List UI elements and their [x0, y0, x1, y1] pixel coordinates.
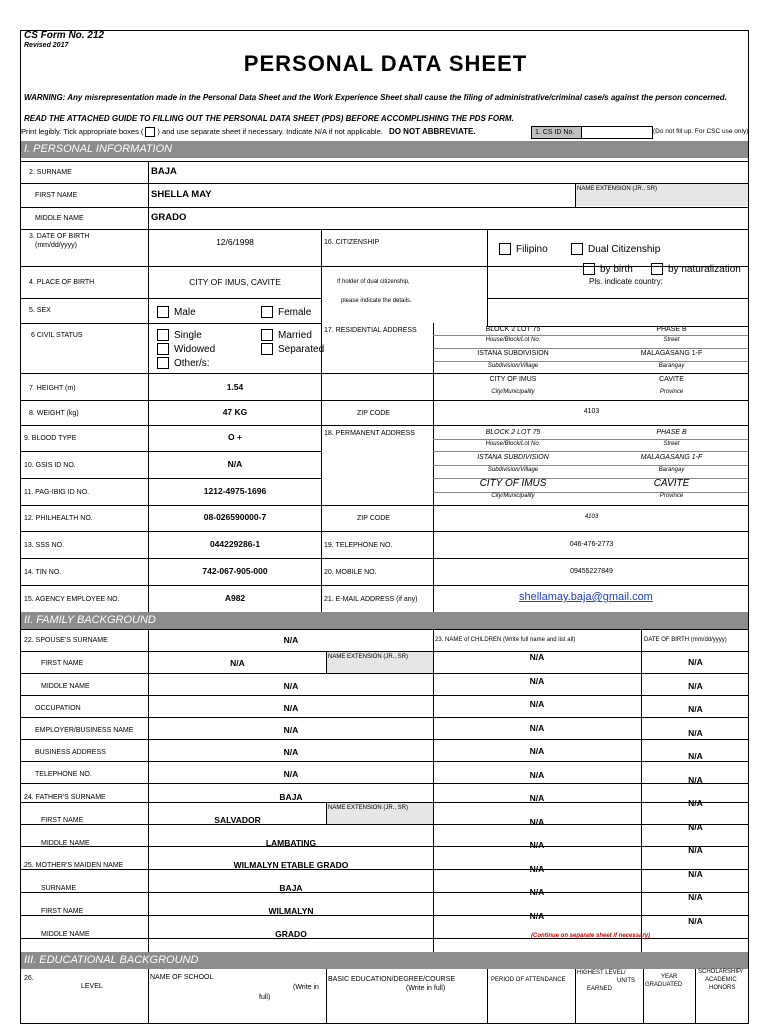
perm-subdivision[interactable]: ISTANA SUBDIVISION: [477, 454, 549, 461]
spouse-first-name-value[interactable]: N/A: [230, 658, 245, 668]
spouse-telephone-value[interactable]: N/A: [283, 769, 299, 779]
checkbox-icon: [651, 263, 663, 275]
height-value[interactable]: 1.54: [226, 382, 244, 392]
res-zip-label: ZIP CODE: [357, 410, 390, 417]
single-label: Single: [174, 329, 202, 341]
instructions-line: [21, 127, 476, 137]
occupation-label: OCCUPATION: [35, 705, 81, 712]
indicate-country-label: Pls. indicate country:: [589, 277, 663, 286]
units-header: UNITS: [617, 978, 635, 984]
mobile-label: 20. MOBILE NO.: [324, 569, 377, 576]
child-dob[interactable]: N/A: [688, 774, 703, 785]
occupation-value[interactable]: N/A: [283, 703, 299, 713]
earned-header: EARNED: [587, 986, 613, 992]
weight-value[interactable]: 47 KG: [222, 407, 248, 417]
continue-note: (Continue on separate sheet if necessary): [531, 933, 651, 939]
by-birth-label: by birth: [600, 263, 633, 275]
dob-value[interactable]: 12/6/1998: [216, 237, 254, 247]
perm-province[interactable]: CAVITE: [653, 478, 690, 489]
spouse-surname-value[interactable]: N/A: [283, 635, 299, 645]
widowed-checkbox[interactable]: [157, 343, 215, 355]
child-dob[interactable]: N/A: [688, 845, 703, 855]
mother-maiden-value[interactable]: WILMALYN ETABLE GRADO: [233, 860, 349, 870]
res-city-caption: City/Municipality: [491, 389, 535, 395]
checkbox-icon: [571, 243, 583, 255]
mother-surname-label: SURNAME: [41, 885, 77, 892]
filipino-checkbox[interactable]: [499, 243, 548, 255]
tin-value[interactable]: 742-067-905-000: [202, 566, 268, 576]
child-name[interactable]: N/A: [529, 675, 545, 686]
perm-zip-value[interactable]: 4103: [584, 514, 599, 520]
checkbox-icon: [157, 343, 169, 355]
child-name[interactable]: N/A: [529, 816, 545, 827]
pagibig-label: 11. PAG-IBIG ID NO.: [24, 489, 90, 496]
married-label: Married: [278, 329, 312, 341]
philhealth-label: 12. PHILHEALTH NO.: [24, 515, 93, 522]
child-dob[interactable]: N/A: [688, 704, 703, 714]
res-barangay[interactable]: MALAGASANG 1-F: [640, 350, 703, 357]
child-name[interactable]: N/A: [529, 652, 545, 662]
telephone-value[interactable]: 046-476-2773: [569, 541, 614, 548]
female-checkbox[interactable]: [261, 306, 311, 318]
res-subdivision[interactable]: ISTANA SUBDIVISION: [477, 350, 549, 357]
father-middle-name-value[interactable]: LAMBATING: [265, 838, 317, 848]
male-checkbox[interactable]: [157, 306, 196, 318]
year-header: YEAR: [661, 974, 678, 980]
res-province-caption: Province: [659, 389, 684, 395]
res-street-caption: Street: [663, 337, 680, 343]
dob-label: 3. DATE OF BIRTH: [29, 233, 90, 240]
perm-street-caption: Street: [663, 441, 680, 447]
mother-first-name-value[interactable]: WILMALYN: [268, 906, 314, 916]
spouse-middle-name-label: MIDDLE NAME: [41, 683, 90, 690]
pagibig-value[interactable]: 1212-4975-1696: [203, 486, 267, 496]
residential-address-label: 17. RESIDENTIAL ADDRESS: [324, 327, 417, 334]
res-house[interactable]: BLOCK 2 LOT 75: [485, 326, 541, 333]
married-checkbox[interactable]: [261, 329, 312, 341]
first-name-value[interactable]: SHELLA MAY: [151, 189, 212, 200]
father-first-name-value[interactable]: SALVADOR: [214, 815, 261, 825]
form-no-text: CS Form No. 212: [24, 30, 105, 41]
email-value[interactable]: shellamay.baja@gmail.com: [519, 591, 653, 603]
place-of-birth-value[interactable]: CITY OF IMUS, CAVITE: [189, 277, 281, 287]
checkbox-icon: [261, 329, 273, 341]
period-header: PERIOD OF ATTENDANCE: [491, 977, 566, 983]
by-birth-checkbox[interactable]: [583, 263, 633, 275]
child-dob[interactable]: N/A: [688, 821, 703, 832]
education-number: 26.: [24, 975, 34, 982]
tin-label: 14. TIN NO.: [24, 569, 62, 576]
form-number: [24, 31, 104, 51]
checkbox-icon: [157, 357, 169, 369]
others-checkbox[interactable]: [157, 357, 210, 369]
blood-type-label: 9. BLOOD TYPE: [24, 435, 77, 442]
course-header-write: (Write in full): [406, 985, 446, 992]
dual-note-b: please indicate the details.: [341, 298, 412, 304]
school-header: NAME OF SCHOOL: [150, 974, 214, 981]
child-name[interactable]: N/A: [529, 910, 545, 921]
section-family-background: II. FAMILY BACKGROUND: [21, 612, 749, 629]
blood-type-value[interactable]: O +: [228, 432, 242, 442]
spouse-middle-name-value[interactable]: N/A: [283, 681, 299, 691]
agency-value[interactable]: A982: [224, 593, 246, 603]
revised-text: Revised 2017: [24, 42, 69, 49]
perm-city-caption: City/Municipality: [491, 493, 535, 499]
warning-text: WARNING: Any misrepresentation made in the Personal Data Sheet and the Work Experience Sheet shall cause the filing of administrative/criminal case/s against the person concerned.: [24, 93, 727, 102]
no-abbreviate: DO NOT ABBREVIATE.: [388, 127, 476, 136]
mobile-value[interactable]: 09455227849: [570, 568, 613, 575]
single-checkbox[interactable]: [157, 329, 202, 341]
father-surname-value[interactable]: BAJA: [279, 792, 303, 802]
res-barangay-caption: Barangay: [658, 363, 685, 369]
academic-header: ACADEMIC: [705, 977, 737, 983]
business-address-value[interactable]: N/A: [283, 747, 299, 757]
employer-label: EMPLOYER/BUSINESS NAME: [35, 727, 134, 734]
child-dob[interactable]: N/A: [688, 751, 703, 761]
perm-province-caption: Province: [659, 493, 684, 499]
checkbox-icon: [261, 306, 273, 318]
spouse-first-name-label: FIRST NAME: [41, 660, 84, 667]
res-province[interactable]: CAVITE: [659, 376, 684, 383]
father-first-name-label: FIRST NAME: [41, 817, 84, 824]
print-text-a: Print legibly. Tick appropriate boxes (: [21, 127, 144, 136]
others-label: Other/s:: [174, 357, 210, 369]
father-surname-label: 24. FATHER'S SURNAME: [24, 794, 106, 801]
father-name-ext-label: NAME EXTENSION (JR., SR): [328, 805, 409, 811]
child-name[interactable]: N/A: [529, 722, 545, 733]
print-text-b: ) and use separate sheet if necessary. Indicate N/A if not applicable.: [157, 127, 383, 136]
middle-name-label: MIDDLE NAME: [35, 215, 84, 222]
male-label: Male: [174, 306, 196, 318]
surname-label: 2. SURNAME: [29, 169, 72, 176]
perm-house-caption: House/Block/Lot No.: [485, 441, 541, 447]
first-name-label: FIRST NAME: [35, 192, 78, 199]
child-dob[interactable]: N/A: [688, 727, 703, 738]
dual-citizenship-checkbox[interactable]: [571, 243, 660, 255]
child-name[interactable]: N/A: [529, 746, 545, 756]
perm-house[interactable]: BLOCK 2 LOT 75: [485, 429, 541, 436]
guide-text: READ THE ATTACHED GUIDE TO FILLING OUT THE PERSONAL DATA SHEET (PDS) BEFORE ACCOMPLISHING THE PDS FORM.: [24, 114, 514, 123]
child-dob[interactable]: N/A: [688, 798, 703, 808]
page-title: PERSONAL DATA SHEET: [243, 51, 528, 76]
weight-label: 8. WEIGHT (kg): [29, 410, 79, 417]
email-label: 21. E-MAIL ADDRESS (if any): [324, 596, 418, 603]
child-dob[interactable]: N/A: [688, 868, 703, 879]
middle-name-value[interactable]: GRADO: [151, 212, 187, 223]
checkbox-icon: [499, 243, 511, 255]
agency-label: 15. AGENCY EMPLOYEE NO.: [24, 596, 120, 603]
height-label: 7. HEIGHT (m): [29, 385, 76, 392]
child-dob[interactable]: N/A: [688, 915, 703, 926]
res-street[interactable]: PHASE B: [656, 326, 687, 333]
honors-header: HONORS: [709, 985, 736, 991]
course-header: BASIC EDUCATION/DEGREE/COURSE: [328, 976, 456, 983]
child-name[interactable]: N/A: [529, 769, 545, 780]
business-address-label: BUSINESS ADDRESS: [35, 749, 106, 756]
section-educational-background: III. EDUCATIONAL BACKGROUND: [21, 952, 749, 969]
perm-barangay[interactable]: MALAGASANG 1-F: [640, 454, 703, 461]
children-label: 23. NAME of CHILDREN (Write full name and list all): [435, 637, 576, 643]
employer-value[interactable]: N/A: [283, 725, 299, 735]
sex-label: 5. SEX: [29, 307, 51, 314]
female-label: Female: [278, 306, 312, 318]
res-zip-value[interactable]: 4103: [583, 408, 600, 415]
mother-maiden-label: 25. MOTHER'S MAIDEN NAME: [24, 862, 124, 869]
dual-label: Dual Citizenship: [588, 243, 661, 255]
permanent-address-label: 18. PERMANENT ADDRESS: [324, 430, 415, 437]
father-middle-name-label: MIDDLE NAME: [41, 840, 90, 847]
child-dob[interactable]: N/A: [688, 680, 703, 691]
child-name[interactable]: N/A: [529, 887, 545, 897]
child-name[interactable]: N/A: [529, 699, 545, 709]
checkbox-icon: [583, 263, 595, 275]
telephone-label: 19. TELEPHONE NO.: [324, 542, 393, 549]
education-level-header: LEVEL: [81, 983, 103, 990]
cs-id-label: 1. CS ID No.: [531, 126, 582, 139]
spouse-surname-label: 22. SPOUSE'S SURNAME: [24, 637, 108, 644]
child-dob[interactable]: N/A: [688, 657, 703, 667]
widowed-label: Widowed: [174, 343, 216, 355]
sss-value[interactable]: 044229286-1: [209, 539, 261, 549]
checkbox-icon: [261, 343, 273, 355]
children-dob-label: DATE OF BIRTH (mm/dd/yyyy): [644, 637, 727, 643]
dual-note-a: If holder of dual citizenship,: [337, 279, 410, 285]
perm-subdivision-caption: Subdivision/Village: [487, 467, 539, 473]
res-subdivision-caption: Subdivision/Village: [487, 363, 539, 369]
perm-city[interactable]: CITY OF IMUS: [479, 478, 547, 489]
mother-surname-value[interactable]: BAJA: [279, 883, 303, 893]
civil-status-label: 6 CIVIL STATUS: [31, 332, 83, 339]
mother-middle-name-label: MIDDLE NAME: [41, 931, 90, 938]
dob-format-label: (mm/dd/yyyy): [35, 242, 77, 249]
personal-data-sheet: [20, 30, 749, 1024]
res-house-caption: House/Block/Lot No.: [485, 337, 541, 343]
perm-street[interactable]: PHASE B: [656, 429, 687, 436]
place-of-birth-label: 4. PLACE OF BIRTH: [29, 279, 95, 286]
perm-barangay-caption: Barangay: [658, 467, 685, 473]
cs-id-field[interactable]: [581, 126, 653, 139]
sss-label: 13. SSS NO.: [24, 542, 65, 549]
by-naturalization-checkbox[interactable]: [651, 263, 741, 275]
surname-value[interactable]: BAJA: [151, 166, 177, 177]
mother-middle-name-value[interactable]: GRADO: [275, 929, 307, 939]
school-header-full: full): [259, 994, 271, 1001]
philhealth-value[interactable]: 08-026590000-7: [203, 512, 267, 522]
gsis-label: 10. GSIS ID NO.: [24, 462, 76, 469]
scholarship-header: SCHOLARSHIP/: [698, 969, 743, 975]
separated-checkbox[interactable]: [261, 343, 324, 355]
school-header-write: (Write in: [293, 984, 319, 991]
checkbox-icon: [157, 306, 169, 318]
citizenship-label: 16. CITIZENSHIP: [324, 239, 380, 246]
cs-id-note: (Do not fill up. For CSC use only): [653, 128, 749, 135]
child-dob[interactable]: N/A: [688, 892, 703, 902]
spouse-telephone-label: TELEPHONE NO.: [35, 771, 92, 778]
res-city[interactable]: CITY OF IMUS: [489, 376, 537, 383]
section-personal-information: I. PERSONAL INFORMATION: [21, 141, 749, 158]
mother-first-name-label: FIRST NAME: [41, 908, 84, 915]
child-name[interactable]: N/A: [529, 793, 545, 803]
separated-label: Separated: [278, 343, 325, 355]
spouse-name-ext-label: NAME EXTENSION (JR., SR): [328, 654, 409, 660]
by-naturalization-label: by naturalization: [668, 263, 741, 275]
highest-level-header: HIGHEST LEVEL/: [577, 970, 626, 976]
graduated-header: GRADUATED: [645, 982, 683, 988]
gsis-value[interactable]: N/A: [227, 459, 243, 469]
name-extension-label: NAME EXTENSION (JR., SR): [577, 186, 658, 192]
tick-box-sample: [145, 127, 155, 137]
child-name[interactable]: N/A: [529, 840, 545, 850]
perm-zip-label: ZIP CODE: [357, 515, 390, 522]
child-name[interactable]: N/A: [529, 863, 545, 874]
checkbox-icon: [157, 329, 169, 341]
filipino-label: Filipino: [516, 243, 548, 255]
